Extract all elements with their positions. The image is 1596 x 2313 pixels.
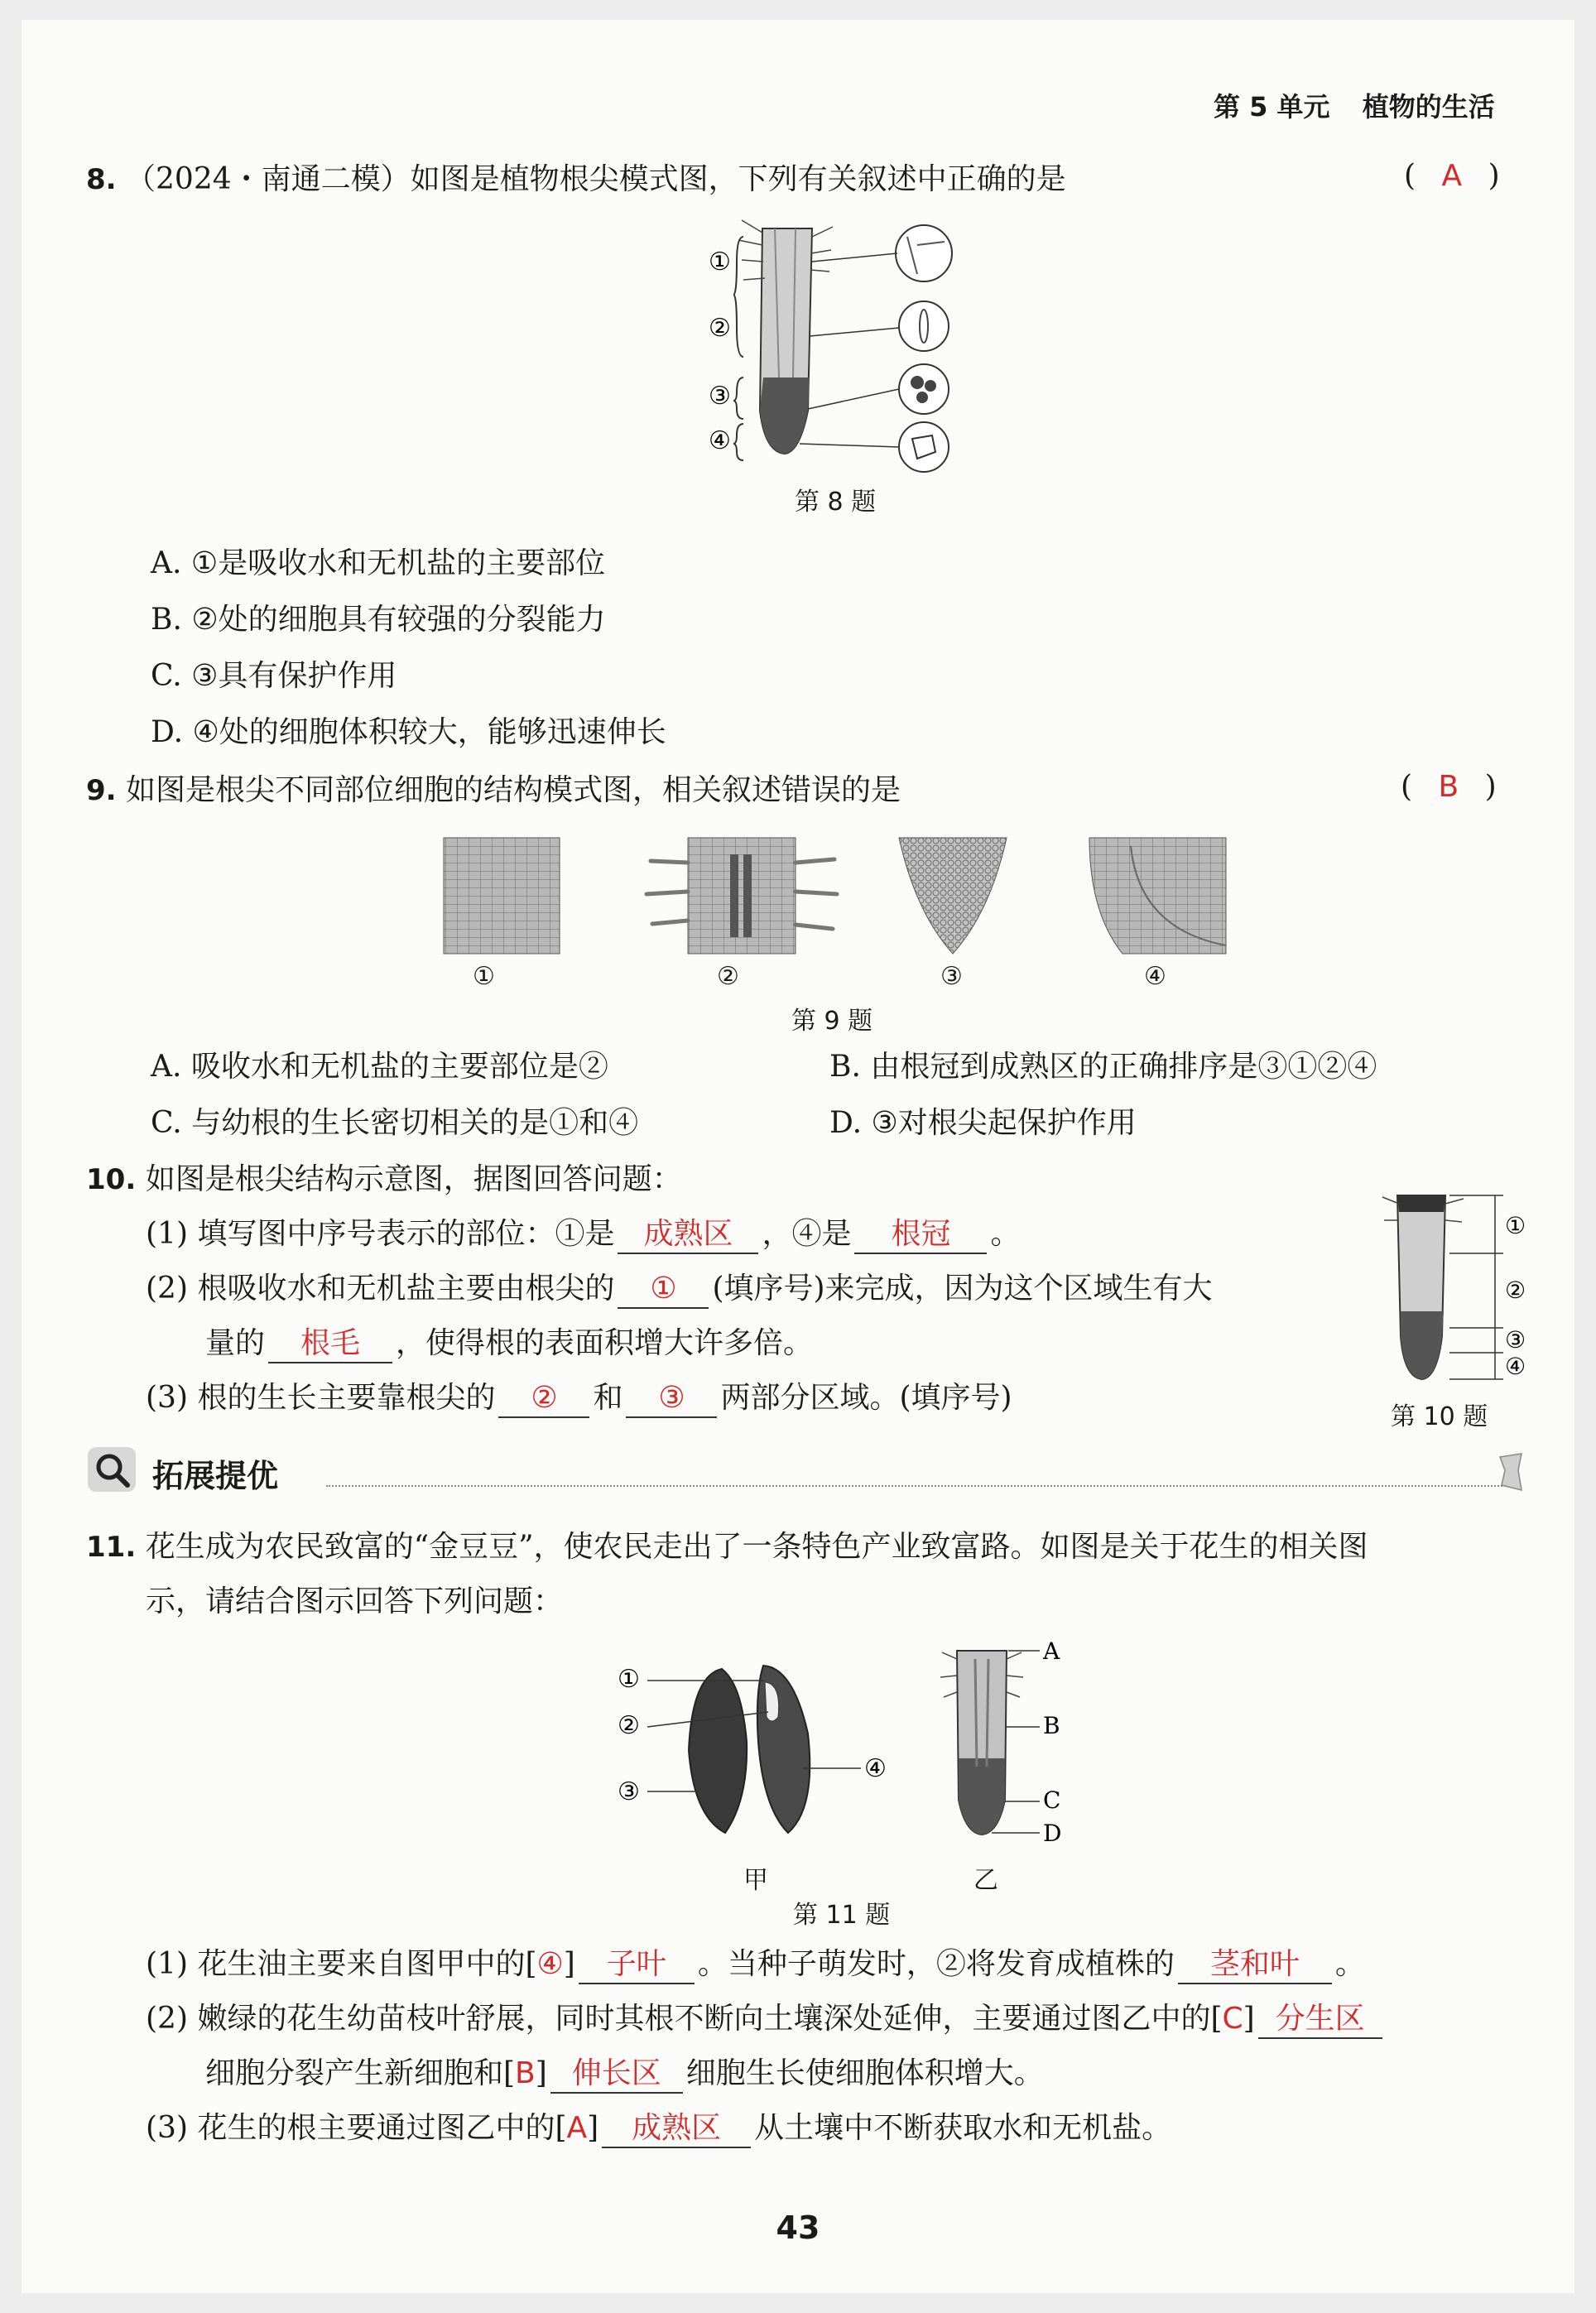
q10-part2-cont: 量的 根毛 ，使得根的表面积增大许多倍。: [205, 1323, 813, 1364]
q10-blank-2: 根冠: [854, 1216, 987, 1254]
jia-label-2: ②: [618, 1711, 640, 1740]
q11-stem-line-1: [86, 1527, 1368, 1568]
q9-fig-label-1: ①: [473, 962, 495, 991]
q8-answer-box: ( A ): [1404, 159, 1500, 193]
q9-fig-label-3: ③: [940, 962, 963, 991]
q11-bracket-1: ④: [536, 1947, 564, 1981]
label-2: ②: [709, 314, 731, 343]
q9-stem: 如图是根尖不同部位细胞的结构模式图，相关叙述错误的是: [126, 773, 901, 807]
root-tip-diagram-q8: [684, 212, 965, 477]
q9-option-a: A. 吸收水和无机盐的主要部位是②: [151, 1050, 608, 1084]
q8-answer: A: [1441, 159, 1463, 193]
root-diagram-yi: [940, 1637, 1061, 1847]
label-4: ④: [1505, 1353, 1526, 1380]
q11-stem-1: 花生成为农民致富的“金豆豆”，使农民走出了一条特色产业致富路。如图是关于花生的相关图: [145, 1530, 1368, 1564]
q9-number: 9.: [86, 774, 117, 807]
q11-part2-cont: 细胞分裂产生新细胞和[B] 伸长区 细胞生长使细胞体积增大。: [205, 2053, 1044, 2094]
q8-number: 8.: [86, 163, 117, 196]
q8-caption: 第 8 题: [795, 488, 877, 517]
label-1: ①: [709, 248, 731, 277]
q9-fig-label-4: ④: [1144, 962, 1166, 991]
q9-fig-label-2: ②: [717, 962, 739, 991]
q11-part2: (2) 嫩绿的花生幼苗枝叶舒展，同时其根不断向土壤深处延伸，主要通过图乙中的[C] 分生区: [146, 1998, 1386, 2040]
root-tip-body: [1382, 1195, 1464, 1379]
q8-option-b: B. ②处的细胞具有较强的分裂能力: [151, 603, 606, 637]
bookmark-icon: [1493, 1452, 1526, 1495]
seed-diagram-jia: [618, 1665, 887, 1833]
fig-cells-3: [899, 838, 1007, 954]
cell-structure-figures-q9: [411, 830, 1255, 962]
root-tip-body: [738, 220, 833, 454]
q11-stem-2: 示，请结合图示回答下列问题：: [146, 1584, 564, 1618]
peanut-figure-q11: [601, 1634, 1131, 1874]
scale-bars: [1449, 1195, 1526, 1380]
fig-cells-2: [647, 838, 837, 954]
q11-blank-2: 茎和叶: [1178, 1946, 1332, 1984]
q10-blank-4: 根毛: [268, 1325, 392, 1363]
bracket-labels: [709, 237, 743, 460]
yi-label-d: D: [1043, 1820, 1062, 1847]
q9-option-c: C. 与幼根的生长密切相关的是①和④: [151, 1106, 639, 1140]
q10-caption: 第 10 题: [1391, 1402, 1488, 1431]
q10-part3: (3) 根的生长主要靠根尖的 ② 和 ③ 两部分区域。(填序号): [146, 1378, 1012, 1419]
q10-part2: (2) 根吸收水和无机盐主要由根尖的 ① (填序号)来完成，因为这个区域生有大: [146, 1268, 1213, 1310]
section-title: 拓展提优: [152, 1458, 279, 1494]
q8-option-a: A. ①是吸收水和无机盐的主要部位: [151, 546, 606, 580]
q10-blank-1: 成熟区: [618, 1216, 758, 1254]
label-1: ①: [1505, 1212, 1526, 1239]
jia-label-4: ④: [864, 1754, 887, 1783]
q10-blank-5: ②: [498, 1380, 589, 1418]
workbook-page: [22, 20, 1574, 2293]
q8-stem-line: [86, 159, 1066, 200]
q8-option-c: C. ③具有保护作用: [151, 659, 397, 693]
q11-blank-5: 成熟区: [602, 2110, 751, 2148]
q8-stem: （2024・南通二模）如图是植物根尖模式图，下列有关叙述中正确的是: [126, 162, 1066, 196]
unit-label: 第 5 单元: [1214, 91, 1330, 123]
q11-caption: 第 11 题: [793, 1901, 891, 1930]
q11-blank-3: 分生区: [1258, 2001, 1382, 2039]
yi-label-c: C: [1043, 1786, 1061, 1814]
fig-cells-4: [1089, 838, 1226, 954]
q10-stem-line: [86, 1159, 682, 1200]
fig-cells-1: [444, 838, 560, 954]
q10-part1: (1) 填写图中序号表示的部位：①是 成熟区 ，④是 根冠 。: [146, 1214, 1020, 1255]
q11-blank-4: 伸长区: [550, 2056, 683, 2094]
q9-answer-box: ( B ): [1401, 770, 1497, 804]
q11-bracket-3: B: [515, 2056, 536, 2090]
q8-option-d: D. ④处的细胞体积较大，能够迅速伸长: [151, 715, 666, 749]
jia-label-3: ③: [618, 1777, 640, 1806]
q9-option-b: B. 由根冠到成熟区的正确排序是③①②④: [829, 1050, 1377, 1084]
page-number: 43: [776, 2210, 820, 2246]
label-4: ④: [709, 426, 731, 455]
unit-title: 植物的生活: [1362, 91, 1495, 123]
q10-blank-6: ③: [626, 1380, 717, 1418]
q11-part1: (1) 花生油主要来自图甲中的[④] 子叶 。当种子萌发时，②将发育成植株的 茎和叶 。: [146, 1944, 1365, 1985]
q9-option-d: D. ③对根尖起保护作用: [829, 1106, 1137, 1140]
label-2: ②: [1505, 1277, 1526, 1304]
section-divider: [326, 1485, 1518, 1487]
q11-blank-1: 子叶: [579, 1946, 695, 1984]
q11-label-yi: 乙: [973, 1866, 998, 1895]
q9-stem-line: [86, 770, 901, 811]
q10-stem: 如图是根尖结构示意图，据图回答问题：: [145, 1162, 682, 1196]
unit-header: [1214, 86, 1495, 124]
yi-label-a: A: [1043, 1637, 1060, 1665]
q9-answer: B: [1438, 770, 1459, 804]
cell-callouts: [800, 225, 952, 472]
yi-label-b: B: [1043, 1712, 1060, 1739]
q11-label-jia: 甲: [743, 1866, 768, 1895]
q10-number: 10.: [86, 1163, 137, 1196]
label-3: ③: [709, 382, 731, 411]
q11-number: 11.: [86, 1531, 137, 1564]
q10-blank-3: ①: [618, 1271, 709, 1309]
label-3: ③: [1505, 1326, 1526, 1354]
q9-caption: 第 9 题: [791, 1007, 873, 1036]
q11-bracket-2: C: [1222, 2002, 1243, 2036]
root-tip-diagram-q10: [1371, 1171, 1536, 1394]
q11-part3: (3) 花生的根主要通过图乙中的[A] 成熟区 从土壤中不断获取水和无机盐。: [146, 2108, 1171, 2149]
search-icon: [86, 1445, 139, 1495]
q11-bracket-4: A: [566, 2111, 588, 2145]
section-header: [86, 1445, 1526, 1495]
jia-label-1: ①: [618, 1665, 640, 1694]
